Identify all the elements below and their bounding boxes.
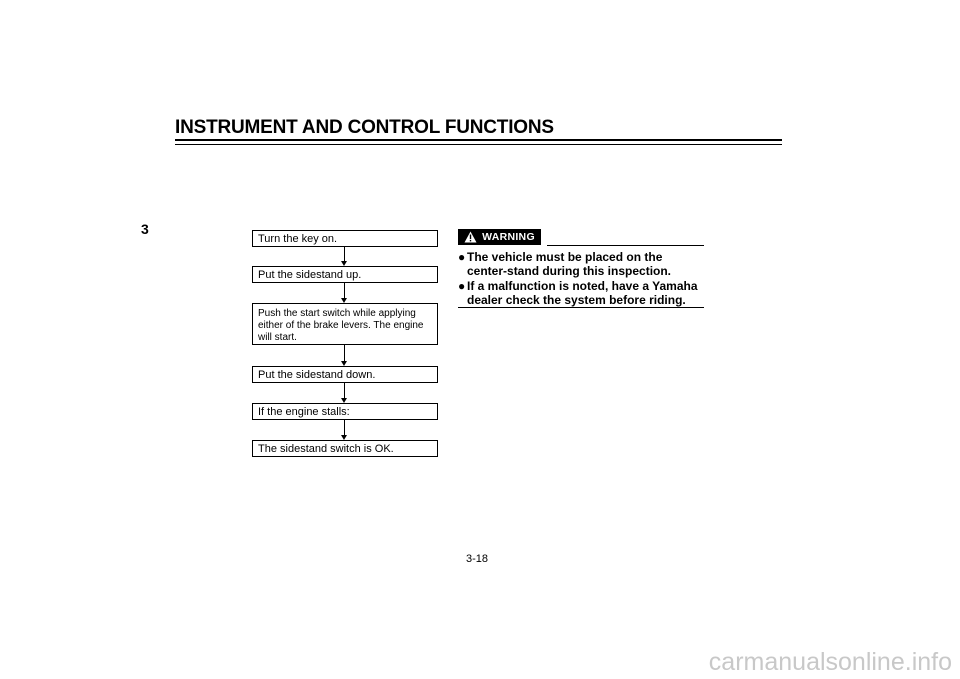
page-title: INSTRUMENT AND CONTROL FUNCTIONS: [175, 117, 554, 138]
bullet-icon: ●: [458, 279, 466, 293]
warning-badge: [458, 229, 541, 245]
flow-connector: [344, 420, 345, 435]
flow-step-2: Put the sidestand up.: [252, 266, 438, 283]
flow-connector: [344, 345, 345, 361]
page-number: 3-18: [466, 553, 489, 565]
warning-list: [458, 250, 704, 308]
warning-bottom-rule: [458, 307, 704, 308]
flow-step-5: If the engine stalls:: [252, 403, 438, 420]
flow-connector: [344, 283, 345, 298]
warning-triangle-icon: [464, 231, 477, 243]
warning-label: WARNING: [482, 231, 535, 243]
flow-step-3: Push the start switch while applying either of the brake levers. The engine will start.: [252, 303, 438, 345]
warning-top-rule: [547, 245, 704, 246]
flow-step-6: The sidestand switch is OK.: [252, 440, 438, 457]
flow-step-4: Put the sidestand down.: [252, 366, 438, 383]
warning-item-text: The vehicle must be placed on the center-stand during this inspection.: [467, 250, 672, 278]
warning-item: [458, 250, 704, 278]
chapter-tab: 3: [141, 221, 149, 237]
watermark-link[interactable]: carmanualsonline.info: [708, 648, 952, 676]
header-rule: [175, 139, 782, 141]
flow-step-1: Turn the key on.: [252, 230, 438, 247]
warning-item: [458, 279, 704, 307]
bullet-icon: ●: [458, 250, 466, 264]
header-rule-thin: [175, 144, 782, 145]
flow-connector: [344, 383, 345, 398]
flow-connector: [344, 247, 345, 261]
warning-item-text: If a malfunction is noted, have a Yamaha dealer check the system before riding.: [467, 279, 698, 307]
